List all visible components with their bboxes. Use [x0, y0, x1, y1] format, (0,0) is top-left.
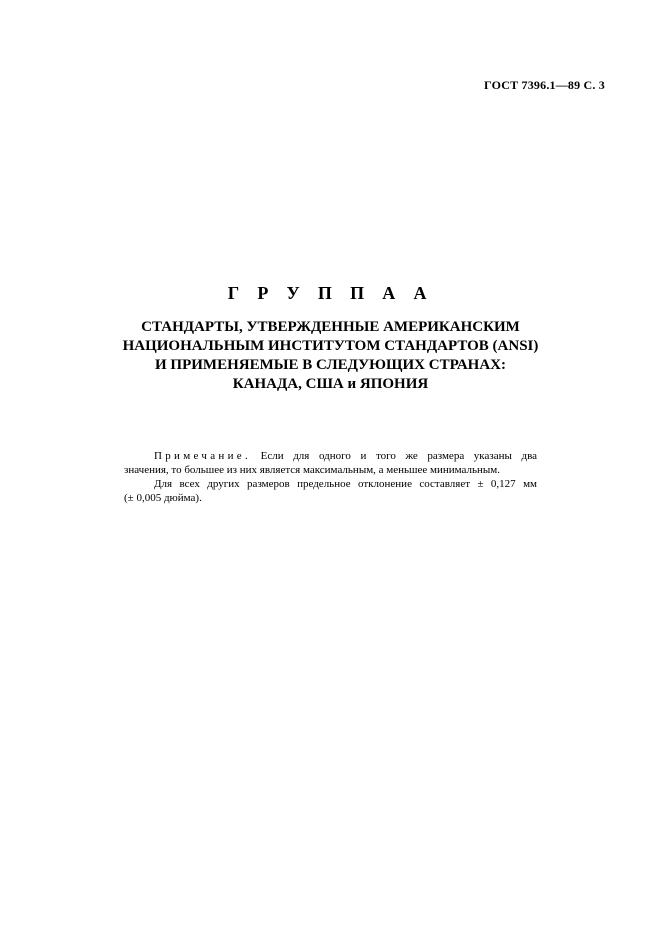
subtitle-line: НАЦИОНАЛЬНЫМ ИНСТИТУТОМ СТАНДАРТОВ (ANSI) — [122, 338, 539, 354]
note-text: Если для одного и того же размера указаны два — [251, 450, 537, 462]
note-line: (± 0,005 дюйма). — [124, 492, 202, 504]
subtitle-line: КАНАДА, США и ЯПОНИЯ — [232, 376, 429, 392]
note-block — [124, 449, 537, 505]
group-title: Г Р У П П А А — [227, 283, 434, 303]
note-label: Примечание. — [154, 450, 252, 462]
note-line: значения, то большее из них является максимальным, а меньшее минимальным. — [124, 464, 501, 476]
note-line: Для всех других размеров предельное отклонение составляет ± 0,127 мм — [154, 478, 537, 490]
page-header: ГОСТ 7396.1—89 С. 3 — [484, 78, 605, 92]
subtitle-line: И ПРИМЕНЯЕМЫЕ В СЛЕДУЮЩИХ СТРАНАХ: — [155, 357, 506, 373]
note-line — [124, 449, 537, 463]
subtitle-line: СТАНДАРТЫ, УТВЕРЖДЕННЫЕ АМЕРИКАНСКИМ — [141, 319, 520, 335]
section-subtitle — [0, 318, 661, 394]
